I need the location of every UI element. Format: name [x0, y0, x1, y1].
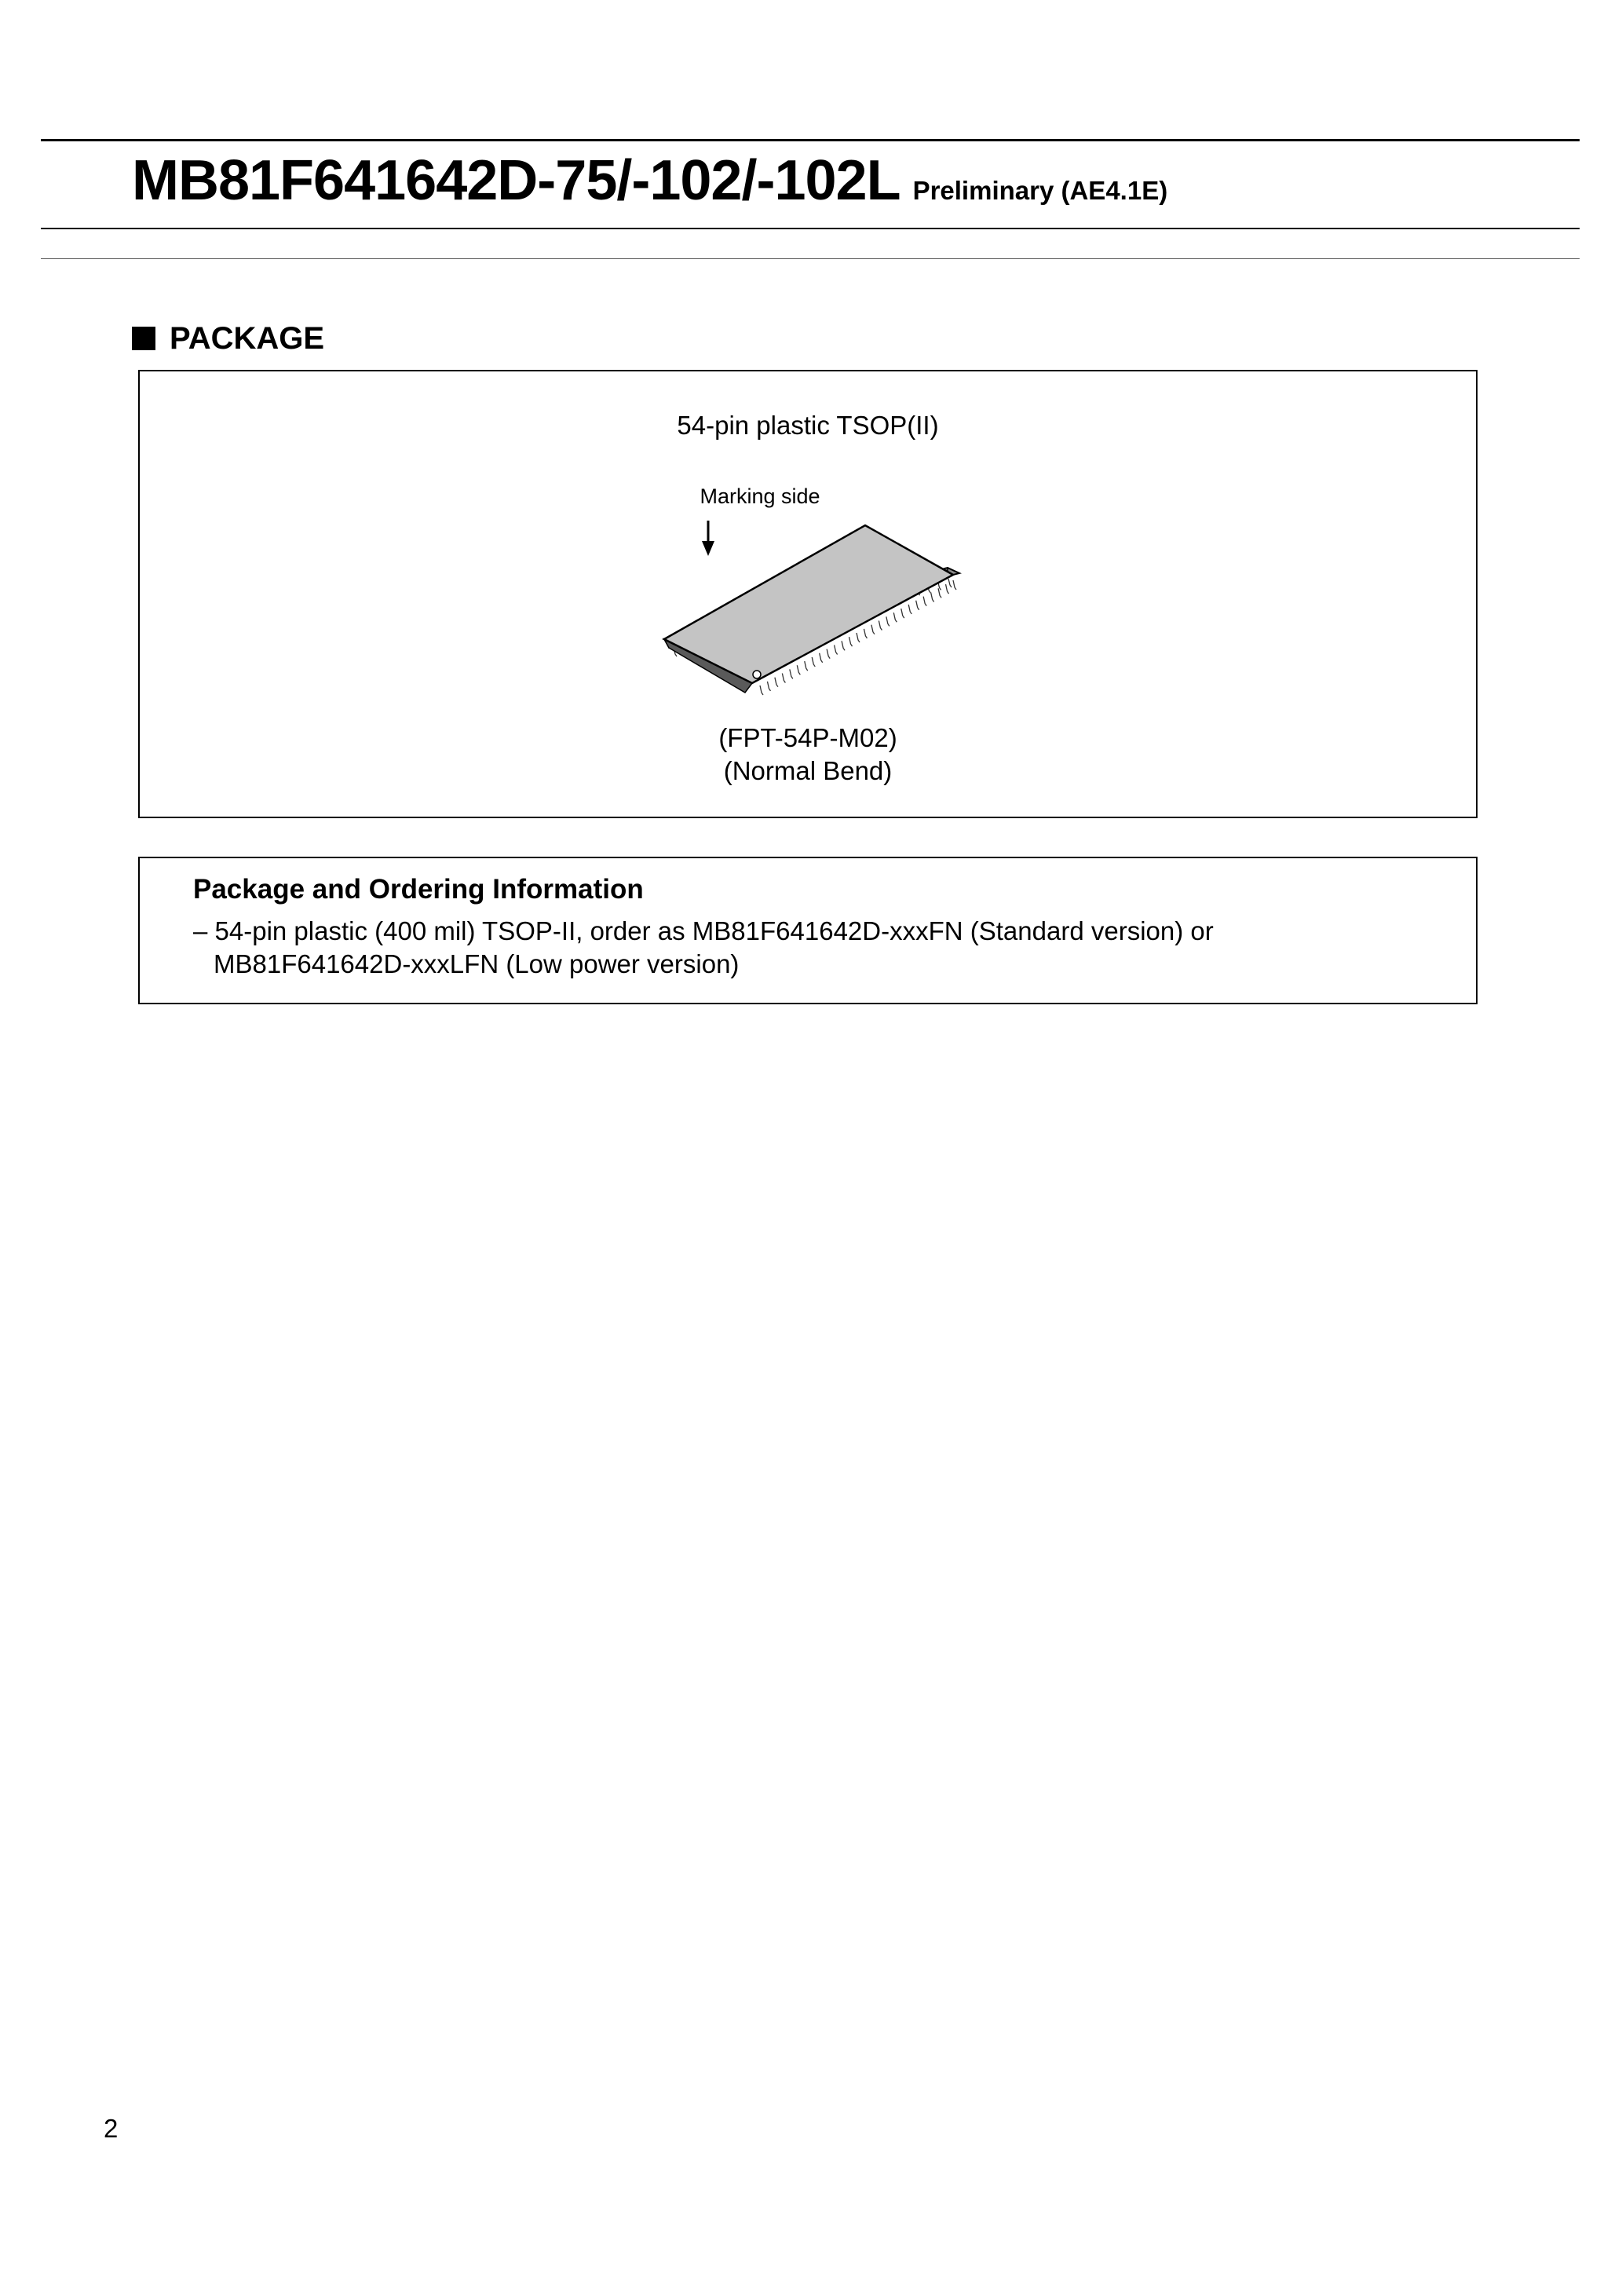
package-figure-box [138, 370, 1478, 818]
ordering-text-line: – 54-pin plastic (400 mil) TSOP-II, order as MB81F641642D-xxxFN (Standard version) or [193, 916, 1214, 945]
package-pin [901, 609, 904, 618]
package-pin [948, 579, 952, 587]
ordering-text-line: MB81F641642D-xxxLFN (Low power version) [214, 949, 740, 978]
package-pin [879, 621, 882, 631]
package-pin [835, 645, 838, 654]
package-pin [923, 597, 926, 606]
package-pin [805, 661, 808, 671]
document-status: Preliminary (AE4.1E) [912, 176, 1168, 205]
package-pin [812, 657, 815, 667]
part-number: MB81F641642D-75/-102/-102L [132, 149, 901, 212]
package-pin [842, 641, 845, 650]
bend-type: (Normal Bend) [723, 756, 893, 785]
package-pin [857, 633, 860, 642]
package-pin [946, 584, 949, 594]
header-rule-bottom [41, 228, 1580, 229]
ordering-info-box [138, 857, 1478, 1004]
package-pin [827, 649, 830, 659]
package-pin [767, 682, 770, 691]
document-title [132, 149, 1168, 212]
marking-arrow-icon [702, 521, 714, 556]
section-heading-package [132, 320, 324, 356]
package-name: 54-pin plastic TSOP(II) [677, 411, 939, 440]
package-pin [864, 629, 867, 638]
page-number: 2 [104, 2114, 119, 2143]
marking-side-label: Marking side [700, 484, 820, 508]
package-pin [886, 616, 890, 626]
package-pin [849, 637, 853, 646]
section-bullet-icon [132, 327, 155, 350]
package-code: (FPT-54P-M02) [718, 723, 897, 752]
header-rule-top [41, 139, 1580, 141]
ordering-title: Package and Ordering Information [193, 874, 644, 905]
package-pin [775, 678, 778, 687]
package-pin [908, 605, 911, 614]
package-pin [782, 674, 785, 683]
header-rule-thin [41, 258, 1580, 259]
section-heading-label: PACKAGE [170, 320, 325, 356]
package-pin [797, 665, 800, 675]
package-pin [871, 625, 875, 634]
package-pin [953, 580, 956, 590]
package-pin [893, 612, 897, 622]
package-pin [820, 653, 823, 663]
package-pin [916, 601, 919, 610]
package-pin [790, 669, 793, 678]
package-pin [760, 686, 763, 695]
package-pin [931, 592, 934, 601]
